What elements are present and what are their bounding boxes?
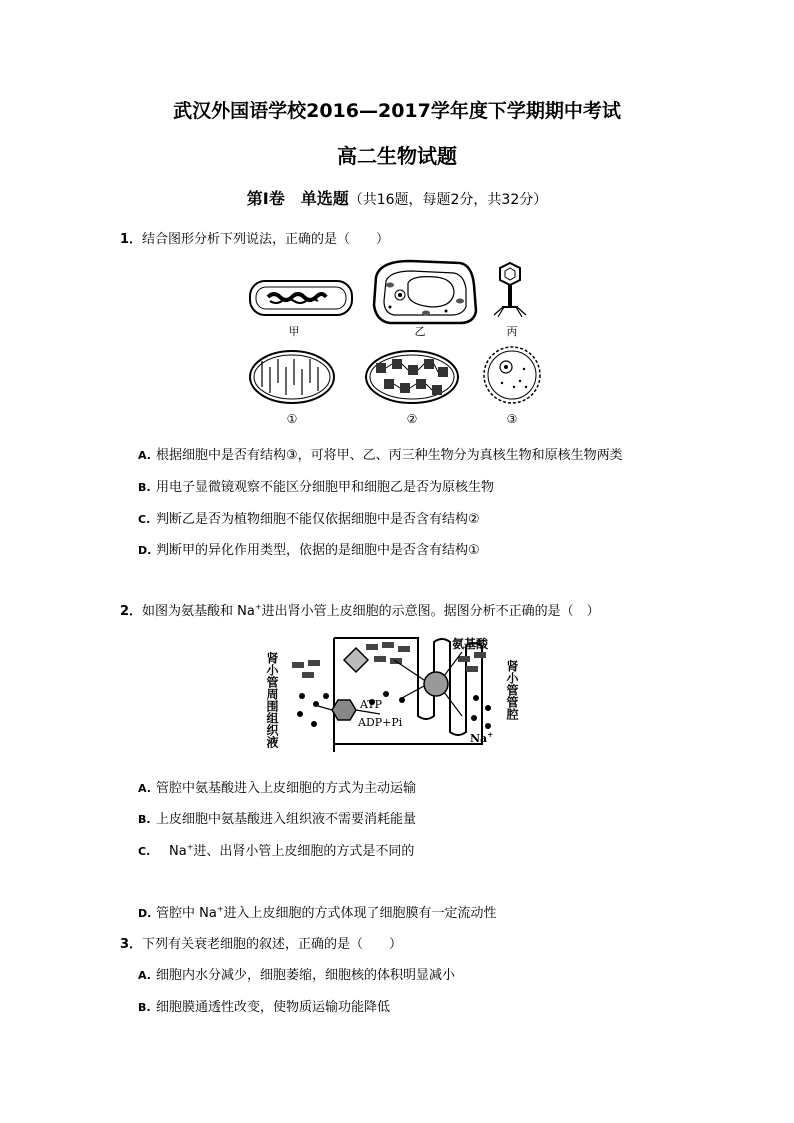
- structure-2-chloroplast: [366, 351, 458, 403]
- question-3-option-b: B. 细胞膜通透性改变，使物质运输功能降低: [138, 1000, 391, 1015]
- question-number: 1．: [120, 232, 143, 247]
- question-1-stem: [120, 228, 389, 247]
- cell-yi-illustration: [374, 261, 476, 323]
- label-structure-1: ①: [286, 412, 298, 426]
- sodium-pump: [332, 700, 356, 720]
- label-amino-acid: 氨基酸: [452, 637, 489, 651]
- question-text: 结合图形分析下列说法，正确的是（ ）: [142, 232, 390, 247]
- section-note: （共16题，每题2分，共32分）: [348, 192, 548, 208]
- label-na: Na+: [470, 730, 494, 745]
- cell-bing-illustration: [494, 263, 526, 317]
- question-2-figure: [262, 632, 532, 760]
- label-jia: 甲: [288, 325, 300, 338]
- section-title: 第Ⅰ卷 单选题: [246, 189, 349, 208]
- question-number: 3．: [120, 937, 143, 952]
- structure-3-nucleus: [484, 347, 540, 403]
- label-atp: ATP: [360, 698, 383, 711]
- label-structure-3: ③: [506, 412, 518, 426]
- question-1-option-d: D. 判断甲的异化作用类型，依据的是细胞中是否含有结构①: [138, 543, 480, 558]
- exam-title: 武汉外国语学校2016—2017学年度下学期期中考试: [173, 100, 621, 122]
- label-tissue-fluid: 肾小管周围组织液: [265, 652, 279, 748]
- question-2-stem: 2．如图为氨基酸和 Na+进出肾小管上皮细胞的示意图。据图分析不正确的是（ ）: [120, 602, 600, 619]
- label-adp: ADP+Pi: [358, 716, 403, 729]
- label-bing: 丙: [506, 325, 518, 338]
- question-2-option-d: D. 管腔中 Na+进入上皮细胞的方式体现了细胞膜有一定流动性: [138, 904, 497, 921]
- question-3-option-a: A. 细胞内水分减少，细胞萎缩，细胞核的体积明显减小: [138, 968, 456, 983]
- question-1-option-b: B. 用电子显微镜观察不能区分细胞甲和细胞乙是否为原核生物: [138, 480, 495, 495]
- label-structure-2: ②: [406, 412, 418, 426]
- question-1-figure: [240, 255, 560, 435]
- section-heading: [0, 186, 794, 209]
- question-number: 2．: [120, 604, 143, 619]
- subject-title: 高二生物试题: [337, 144, 457, 168]
- label-tubule-lumen: 肾小管管腔: [505, 660, 519, 720]
- question-2-option-a: A. 管腔中氨基酸进入上皮细胞的方式为主动运输: [138, 781, 417, 796]
- label-yi: 乙: [414, 325, 426, 338]
- question-1-option-c: C. 判断乙是否为植物细胞不能仅依据细胞中是否含有结构②: [138, 512, 480, 527]
- question-2-option-c: C. Na+进、出肾小管上皮细胞的方式是不同的: [138, 842, 415, 859]
- structure-1-mitochondrion: [250, 351, 334, 403]
- carrier-amino-acid-out: [344, 648, 368, 672]
- question-1-option-a: A. 根据细胞中是否有结构③，可将甲、乙、丙三种生物分为真核生物和原核生物两类: [138, 448, 623, 463]
- question-3-stem: 3．下列有关衰老细胞的叙述，正确的是（ ）: [120, 937, 403, 952]
- question-2-option-b: B. 上皮细胞中氨基酸进入组织液不需要消耗能量: [138, 812, 417, 827]
- cell-jia-illustration: [250, 281, 352, 315]
